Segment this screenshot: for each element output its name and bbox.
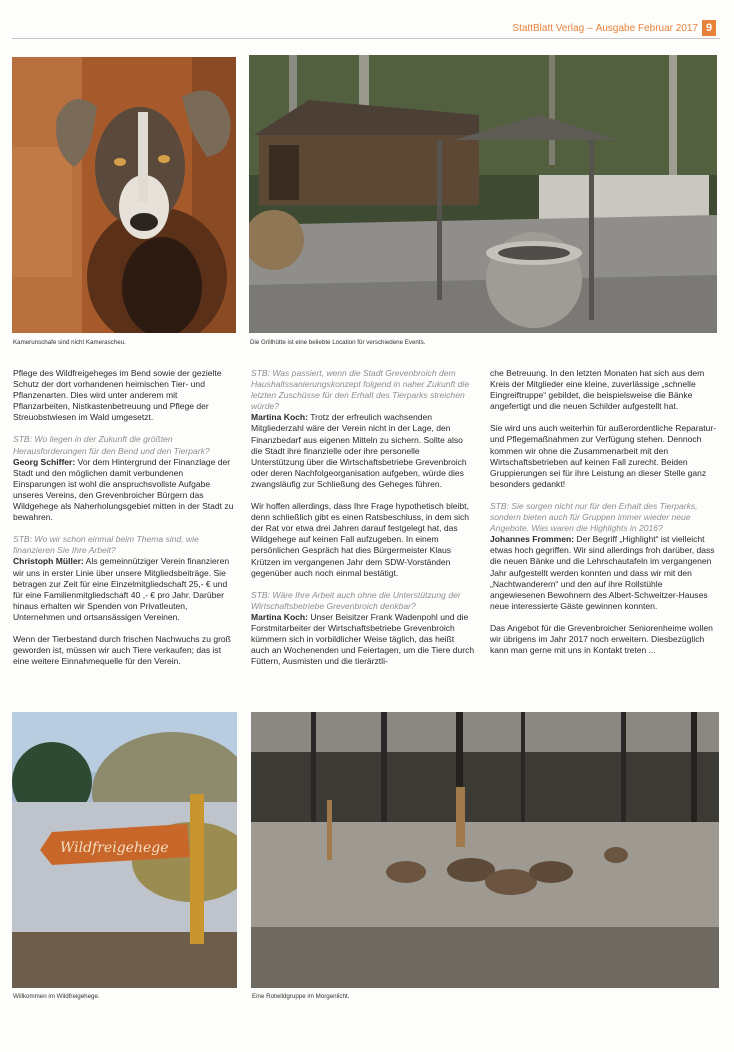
publisher-name-part1: Statt <box>512 22 533 34</box>
column-1 <box>13 368 235 678</box>
answer: Der Begriff „Highlight“ ist vielleicht etwas hoch gegriffen. Wir sind allerdings froh darüber, dass die neuen Bänke und die Lehrschautafeln im vergangenen Jahr aufgestellt werden konnten und dass wir mit den „Nachtwanderern“ und den auf ihre Rollstühle angewiesenen Bewohnern des Albert-Schweitzer-Hauses neue interessierte Gäste gewinnen konnten. <box>490 534 715 611</box>
sign-illustration <box>12 712 237 988</box>
question: STB: Wo liegen in der Zukunft die größten Herausforderungen für den Bend und den Tierpark? <box>13 434 210 456</box>
answer: Unser Beisitzer Frank Wadenpohl und die Forstmitarbeiter der Wirtschaftsbetriebe Grevenbroich kümmern sich in vorbildlicher Weise täglich, das heißt auch an Wochenenden und Feiertagen, um die Tiere durch Füttern, Ausmisten und die tierärztli- <box>251 611 475 667</box>
photo-grill-hut <box>249 55 717 333</box>
speaker: Johannes Frommen: <box>490 534 575 545</box>
photo-deer <box>251 712 719 988</box>
header-separator: – <box>587 22 593 34</box>
body-paragraph: Wenn der Tierbestand durch frischen Nachwuchs zu groß geworden ist, müssen wir auch Tiere verkaufen; das ist eine weitere Einnahmequelle für den Verein. <box>13 633 231 667</box>
qa-block <box>251 368 475 490</box>
body-paragraph: che Betreuung. In den letzten Monaten hat sich aus dem Kreis der Mitglieder eine kleine, zuverlässige „schnelle Eingreiftruppe“ gebildet, die beispielsweise die Bänke angefertigt und die neuen Schilder aufgestellt hat. <box>490 368 705 412</box>
column-2 <box>251 368 475 678</box>
caption-deer: Eine Rotwildgruppe im Morgenlicht. <box>252 993 350 1000</box>
photo-ram <box>12 57 236 333</box>
body-paragraph: Wir hoffen allerdings, dass Ihre Frage hypothetisch bleibt, denn schließlich gibt es einen Ratsbeschluss, in dem sich der Rat vor etwa drei Jahren darauf festgelegt hat, das Wildgehege auf keinen Fall aufzugeben. In einem persönlichen Gespräch hat dies Bürgermeister Klaus Krützen im vergangenen Jahr dem SDW-Vorständen gegenüber auch noch einmal bestätigt. <box>251 501 470 578</box>
grill-hut-illustration <box>249 55 717 333</box>
qa-block <box>251 590 475 668</box>
question: STB: Wäre Ihre Arbeit auch ohne die Unterstützung der Wirtschaftsbetriebe Grevenbroich denkbar? <box>251 589 461 611</box>
page-header <box>512 20 716 36</box>
answer: Vor dem Hintergrund der Finanzlage der Stadt und den möglichen damit verbundenen Einsparungen ist wohl die anspruchsvollste Aufgabe unseres Vereins, den Grevenbroicher Bürgern das Wildgehege als Naherholungsgebiet mitten in der Stadt zu bewahren. <box>13 456 234 523</box>
speaker: Christoph Müller: <box>13 556 84 567</box>
body-paragraph: Das Angebot für die Grevenbroicher Seniorenheime wollen wir übrigens im Jahr 2017 noch erweitern. Diesbezüglich kann man gerne mit uns in Kontakt treten ... <box>490 622 713 656</box>
photo-sign <box>12 712 237 988</box>
body-paragraph: Sie wird uns auch weiterhin für außerordentliche Reparatur- und Pflegemaßnahmen zur Verfügung stehen. Dennoch kommen wir ohne die Zusammenarbeit mit den Wirtschaftsbetrieben auf keinen Fall zurecht. Beiden Gruppierungen sei für ihre Leistung an dieser Stelle ganz besonders gedankt! <box>490 423 717 489</box>
speaker: Martina Koch: <box>251 412 308 423</box>
answer: Trotz der erfreulich wachsenden Mitgliederzahl wäre der Verein nicht in der Lage, den Finanzbedarf aus eigenen Mitteln zu sichern. Sollte also die Stadt ihre finanzielle oder ihre personelle Unterstützung über die Wirtschaftsbetriebe Grevenbroich oder deren Nachfolgeorganisation aufgeben, würde dies zwangsläufig zur Schließung des Geheges führen. <box>251 412 467 489</box>
question: STB: Wo wir schon einmal beim Thema sind, wie finanzieren Sie Ihre Arbeit? <box>13 534 199 556</box>
column-3 <box>490 368 718 667</box>
question: STB: Sie sorgen nicht nur für den Erhalt des Tierparks, sondern bieten auch für Gruppen immer wieder neue Angebote. Was waren die Highlights in 2016? <box>490 500 698 534</box>
answer: Als gemeinnütziger Verein finanzieren wir uns in erster Linie über unsere Mitgliedsbeiträge. Sie betragen zur Zeit für eine Einzelmitgliedschaft 25,- € und für eine Familienmitgliedschaft 40 ,- € pro Jahr. Darüber hinaus erhalten wir Spenden von Privatleuten, Unternehmen und ortsansässigen Vereinen. <box>13 556 230 622</box>
question: STB: Was passiert, wenn die Stadt Grevenbroich dem Haushaltssanierungskonzept folgend in naher Zukunft die letzten Zuschüsse für den Erhalt des Tierparks streichen würde? <box>251 368 470 412</box>
intro-paragraph: Pflege des Wildfreigeheges im Bend sowie der gezielte Schutz der dort vorhandenen heimischen Tier- und Pflanzenarten. Dies wird unter anderem mit Pflanzarbeiten, Nistkastenbetreuung und Pflege der Streuobstwiesen im Wald umgesetzt. <box>13 368 222 423</box>
deer-illustration <box>251 712 719 988</box>
qa-block <box>490 501 718 612</box>
ram-illustration <box>12 57 236 333</box>
qa-block <box>13 534 235 623</box>
issue-label: Ausgabe Februar 2017 <box>595 22 698 34</box>
publisher-name-part2: Blatt Verlag <box>532 22 585 34</box>
speaker: Georg Schiffer: <box>13 456 76 467</box>
speaker: Martina Koch: <box>251 611 308 622</box>
qa-block <box>13 434 235 523</box>
caption-ram: Kamerunschafe sind nicht Kamerascheu. <box>13 339 126 346</box>
page-number: 9 <box>702 20 716 36</box>
caption-sign: Willkommen im Wildfreigehege. <box>13 993 100 1000</box>
caption-grill-hut: Die Grillhütte ist eine beliebte Location für verschiedene Events. <box>250 339 426 346</box>
header-rule <box>12 38 720 39</box>
sign-text: Wildfreigehege <box>60 840 169 856</box>
